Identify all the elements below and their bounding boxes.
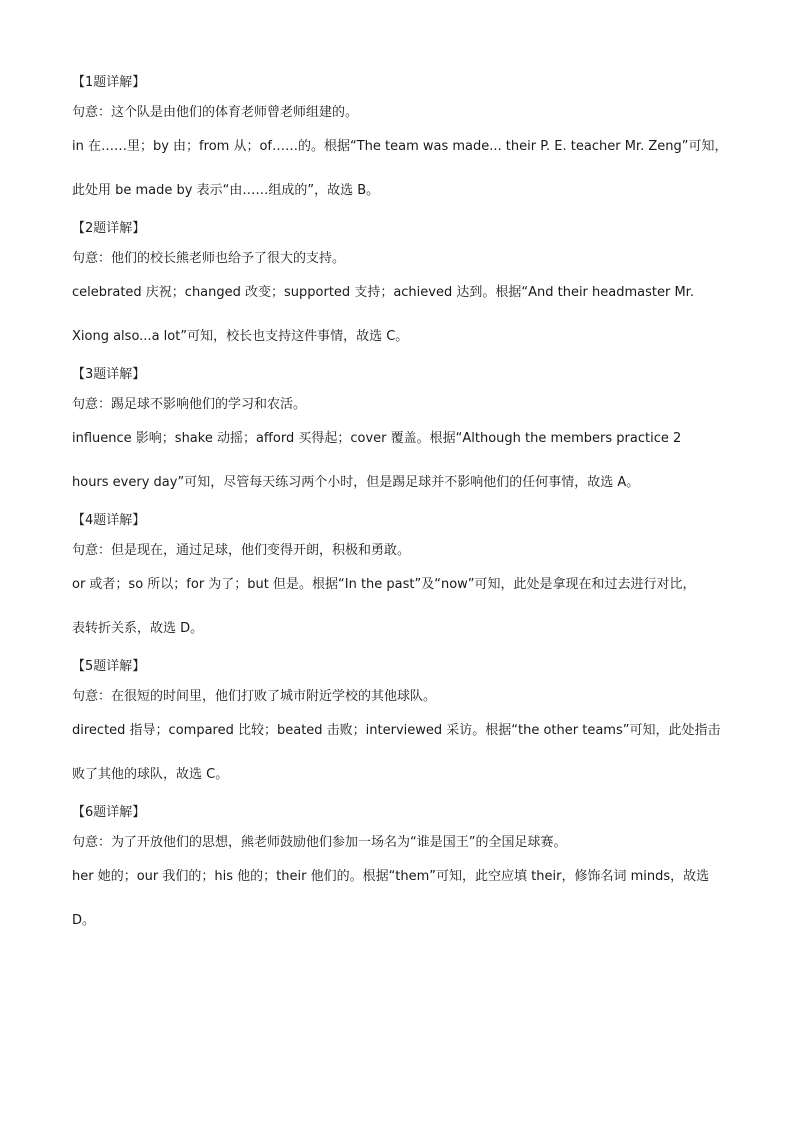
question-4-heading: 【4题详解】 — [72, 513, 146, 528]
question-1-analysis — [72, 125, 732, 213]
question-2-heading: 【2题详解】 — [72, 221, 146, 236]
question-4-explanation — [72, 508, 732, 651]
question-4-analysis-line: or 或者；so 所以；for 为了；but 但是。根据“In the past”及“now”可知，此处是拿现在和过去进行对比， — [72, 577, 696, 592]
question-3-heading: 【3题详解】 — [72, 367, 146, 382]
question-6-meaning: 句意：为了开放他们的思想，熊老师鼓励他们参加一场名为“谁是国王”的全国足球赛。 — [72, 835, 567, 850]
question-6-heading: 【6题详解】 — [72, 805, 146, 820]
question-5-explanation — [72, 654, 732, 797]
question-4-analysis-line: 表转折关系，故选 D。 — [72, 621, 204, 636]
question-1-analysis-line: 此处用 be made by 表示“由……组成的”，故选 B。 — [72, 183, 380, 198]
question-3-analysis-line: influence 影响；shake 动摇；afford 买得起；cover 覆盖。根据“Although the members practice 2 — [72, 431, 682, 446]
question-1-meaning: 句意：这个队是由他们的体育老师曾老师组建的。 — [72, 105, 359, 120]
question-2-analysis-line: celebrated 庆祝；changed 改变；supported 支持；achieved 达到。根据“And their headmaster Mr. — [72, 285, 694, 300]
question-5-analysis-line: directed 指导；compared 比较；beated 击败；interviewed 采访。根据“the other teams”可知，此处指击 — [72, 723, 721, 738]
question-5-meaning: 句意：在很短的时间里，他们打败了城市附近学校的其他球队。 — [72, 689, 437, 704]
question-6-analysis — [72, 855, 732, 943]
question-2-analysis-line: Xiong also...a lot”可知，校长也支持这件事情，故选 C。 — [72, 329, 409, 344]
question-4-analysis — [72, 563, 732, 651]
question-3-explanation — [72, 362, 732, 505]
question-1-heading: 【1题详解】 — [72, 75, 146, 90]
question-3-analysis — [72, 417, 732, 505]
question-5-analysis — [72, 709, 732, 797]
question-6-explanation — [72, 800, 732, 943]
question-2-analysis — [72, 271, 732, 359]
question-3-meaning: 句意：踢足球不影响他们的学习和农活。 — [72, 397, 307, 412]
answer-explanations — [72, 70, 732, 943]
question-6-analysis-line: her 她的；our 我们的；his 他的；their 他们的。根据“them”可知，此空应填 their，修饰名词 minds，故选 — [72, 869, 710, 884]
question-1-analysis-line: in 在……里；by 由；from 从；of……的。根据“The team was made... their P. E. teacher Mr. Zeng”可知， — [72, 139, 728, 154]
question-3-analysis-line: hours every day”可知，尽管每天练习两个小时，但是踢足球并不影响他们的任何事情，故选 A。 — [72, 475, 640, 490]
question-2-meaning: 句意：他们的校长熊老师也给予了很大的支持。 — [72, 251, 346, 266]
question-2-explanation — [72, 216, 732, 359]
question-1-explanation — [72, 70, 732, 213]
question-5-analysis-line: 败了其他的球队，故选 C。 — [72, 767, 229, 782]
question-6-analysis-line: D。 — [72, 913, 96, 928]
question-4-meaning: 句意：但是现在，通过足球，他们变得开朗，积极和勇敢。 — [72, 543, 411, 558]
question-5-heading: 【5题详解】 — [72, 659, 146, 674]
